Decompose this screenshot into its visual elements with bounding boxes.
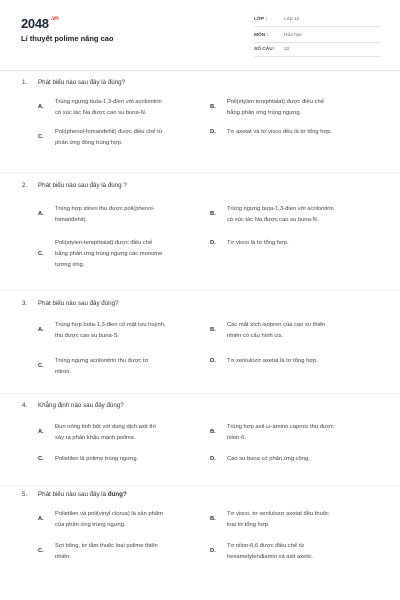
question-stem: [22, 300, 119, 307]
option-text-line: Đun nóng tinh bột với dung dịch axit thì: [55, 424, 156, 430]
meta-subject-value: Hóa học: [284, 33, 302, 38]
question-number: 3.: [22, 300, 28, 307]
question-stem: [22, 79, 125, 86]
option-label: B.: [210, 429, 216, 435]
option-text-line: Trùng ngưng buta-1,3-đien với acrilonitrin: [227, 206, 334, 212]
option-label: B.: [210, 516, 216, 522]
option-text: [227, 509, 377, 531]
option-label: C.: [38, 548, 44, 554]
option-text-line: bằng phản ứng trùng ngưng các monome: [55, 251, 163, 257]
option-label: B.: [210, 211, 216, 217]
option-label: D.: [210, 357, 216, 364]
option-text: [227, 422, 377, 444]
option-text: [55, 454, 205, 465]
option-text-line: Tơ nilon-6,6 được điều chế từ: [227, 543, 305, 549]
question-divider: [0, 393, 400, 394]
option-text: [55, 204, 205, 226]
option-text-line: nhiên.: [55, 554, 71, 560]
option-text: [55, 320, 205, 342]
meta-class: [254, 15, 380, 27]
option-text-line: Trùng hợp axit ω-amino caproic thu được: [227, 424, 334, 430]
option-text-line: Tơ visco, tơ xenlulozơ axetat đều thuộc: [227, 511, 329, 517]
option-text-line: Tơ axetat và tơ visco đều là tơ tổng hợp.: [227, 129, 333, 135]
site-logo[interactable]: [21, 16, 59, 31]
option-text-line: Cao su buna có phản ứng cộng.: [227, 456, 310, 462]
option-label: B.: [210, 327, 216, 333]
question-text: Khẳng định nào sau đây đúng?: [38, 402, 124, 409]
option-text-line: nilon-6.: [227, 435, 247, 441]
option-text-line: Trùng hợp stiren thu được poli(phenol-: [55, 206, 155, 212]
page-header: [0, 0, 400, 62]
option-text: [55, 422, 205, 444]
option-label: B.: [210, 104, 216, 110]
meta-subject-label: MÔN :: [254, 33, 269, 38]
option-text: [55, 127, 205, 149]
option-text-line: của phản ứng trùng ngưng.: [55, 522, 126, 528]
meta-class-label: LỚP :: [254, 17, 268, 22]
option-label: C.: [38, 455, 44, 462]
meta-count: [254, 45, 380, 57]
question-number: 2.: [22, 182, 28, 189]
option-text-line: tương ứng.: [55, 262, 85, 268]
question-divider: [0, 172, 400, 173]
option-label: C.: [38, 250, 44, 257]
logo-suffix: .vn: [50, 16, 59, 22]
option-text-line: loại tơ tổng hợp.: [227, 522, 270, 528]
option-label: A.: [38, 516, 44, 522]
question-stem: [22, 402, 124, 409]
question-text: Phát biểu nào sau đây đúng?: [38, 300, 119, 307]
option-text-line: nhiên có cấu hình cis.: [227, 333, 284, 339]
option-text: [227, 320, 377, 342]
meta-count-value: 32: [284, 47, 290, 52]
logo-text: 2048: [21, 16, 49, 31]
option-text-line: Polietilen là polime trùng ngưng.: [55, 456, 139, 462]
option-text-line: nitron.: [55, 369, 72, 375]
option-text: [227, 541, 377, 563]
option-label: D.: [210, 128, 216, 135]
option-text-line: Trùng ngưng acrilonitrin thu được tơ: [55, 358, 149, 364]
question-divider: [0, 290, 400, 291]
option-label: A.: [38, 429, 44, 435]
option-text-line: Các mắt xích isopren của cao su thiên: [227, 322, 326, 328]
option-label: A.: [38, 327, 44, 333]
meta-class-value: Lớp 12: [284, 17, 300, 22]
option-label: C.: [38, 134, 44, 140]
question-number: 1.: [22, 79, 28, 86]
option-text-line: Trùng ngưng buta-1,3-đien với acrilonitrin: [55, 99, 162, 105]
option-text-line: Tơ xenlulozơ axetat là tơ tổng hợp.: [227, 358, 318, 364]
option-text-line: phản ứng đồng trùng hợp.: [55, 140, 123, 146]
option-text-line: Trùng hợp buta-1,3-đien có mặt lưu huỳnh,: [55, 322, 166, 328]
option-label: A.: [38, 104, 44, 110]
meta-count-label: SỐ CÂU :: [254, 47, 276, 52]
option-text-line: thu được cao su buna-S.: [55, 333, 120, 339]
question-number: 5.: [22, 491, 28, 498]
option-text-line: có xúc tác Na được cao su buna-N.: [227, 217, 319, 223]
option-text-line: Tơ visco là tơ tổng hợp.: [227, 240, 289, 246]
option-text: [55, 238, 205, 271]
document-title: Lí thuyết polime nâng cao: [21, 34, 114, 43]
option-text: [55, 541, 205, 563]
option-label: D.: [210, 239, 216, 246]
question-text-bold: đúng?: [107, 491, 127, 498]
option-text: [55, 356, 205, 378]
option-text: [227, 97, 377, 119]
option-label: D.: [210, 548, 216, 554]
option-text-line: xảy ra phản khâu mạch polime.: [55, 435, 136, 441]
option-text-line: fomanđehit).: [55, 217, 88, 223]
option-label: D.: [210, 455, 216, 462]
question-number: 4.: [22, 402, 28, 409]
option-text: [55, 97, 205, 119]
question-text: Phát biểu nào sau đây là đúng ?: [38, 182, 127, 189]
option-text-line: hexametylenđiamin và axit axetic.: [227, 554, 314, 560]
option-label: C.: [38, 363, 44, 369]
option-text: [55, 509, 205, 531]
option-text-line: có xúc tác Na được cao su buna-N.: [55, 110, 147, 116]
question-stem: [22, 491, 127, 498]
question-divider: [0, 485, 400, 486]
question-text: Phát biểu nào sau đây là: [38, 491, 108, 498]
option-text-line: Poli(etylen terephtalat) được điều chế: [227, 99, 324, 105]
option-text: [227, 127, 377, 138]
header-divider: [0, 70, 400, 71]
option-text-line: Poli(etylen-terephtalat) được điều chế: [55, 240, 153, 246]
meta-subject: [254, 31, 380, 43]
question-text: Phát biểu nào sau đây là đúng?: [38, 79, 126, 86]
option-text: [227, 356, 377, 367]
option-text-line: Sợi bông, tơ tằm thuộc loại polime thiên: [55, 543, 158, 549]
option-text-line: Poli(phenol-fomanđehit) được điều chế từ: [55, 129, 163, 135]
option-text: [227, 454, 377, 465]
option-text: [227, 238, 377, 249]
option-text-line: bằng phản ứng trùng ngưng.: [227, 110, 302, 116]
option-text: [227, 204, 377, 226]
option-label: A.: [38, 211, 44, 217]
question-stem: [22, 182, 127, 189]
option-text-line: Polietilen và poli(vinyl clorua) là sản phẩm: [55, 511, 163, 517]
